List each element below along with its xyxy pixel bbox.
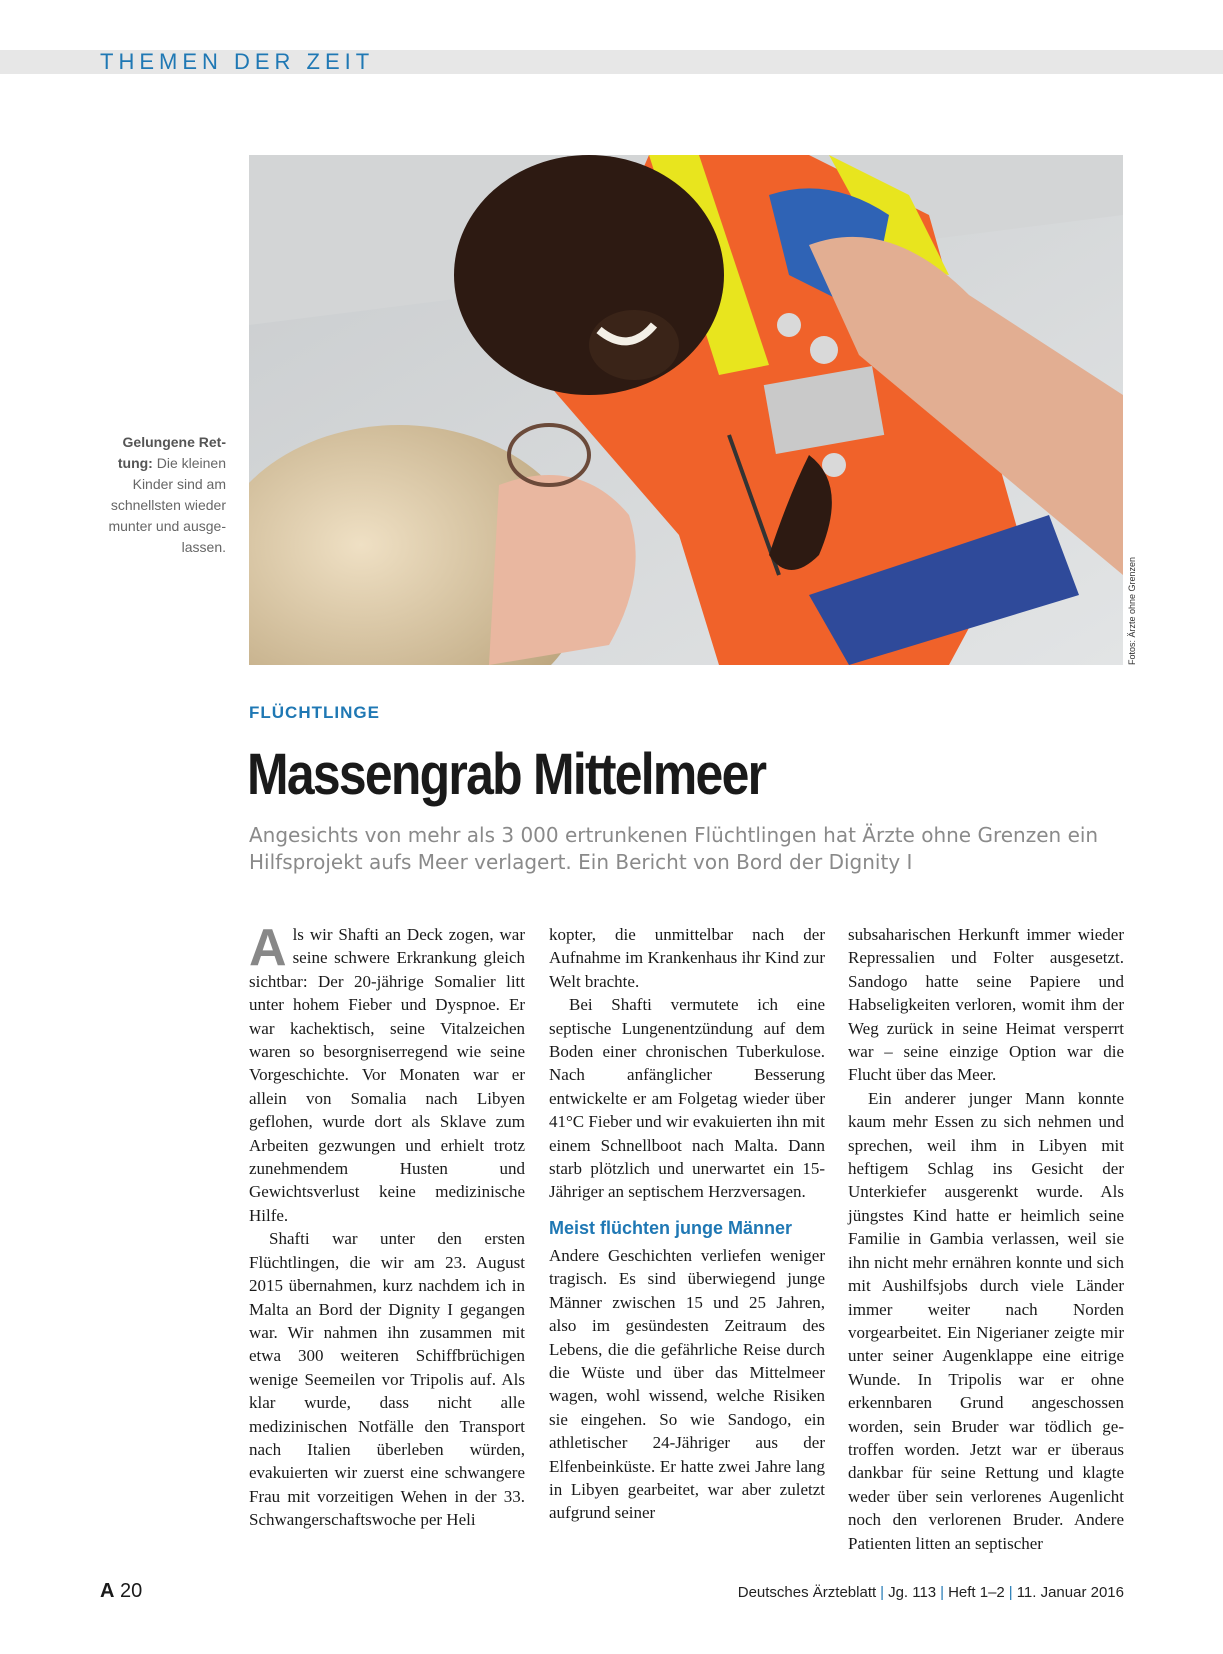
photo-illustration <box>249 155 1123 665</box>
article-deck: Angesichts von mehr als 3 000 ertrunkenen Flüchtlingen hat Ärzte ohne Grenzen ein Hilfsprojekt aufs Meer verlagert. Ein Bericht von Bord der Dignity I <box>249 823 1099 874</box>
caption-text: Die kleinen Kinder sind am schnellsten wieder munter und ausgelassen. <box>108 455 226 555</box>
section-label: THEMEN DER ZEIT <box>100 49 375 74</box>
page-number <box>100 1580 142 1603</box>
paragraph-text: ls wir Shafti an Deck zogen, war seine schwere Erkrankung gleich sichtbar: Der 20-jährige Somalier litt unter hohem Fieber und Dyspnoe. Er war kachektisch, seine Vitalzeichen waren so besorgniserregend wie seine Vorgeschichte. Vor Monaten war er allein von Somalia nach Libyen geflohen, wurde dort als Sklave zum Arbeiten gezwungen und erhielt trotz zunehmendem Husten und Gewichtsverlust keine medizinische Hilfe. <box>249 925 525 1225</box>
paragraph: Andere Geschichten verliefen weniger tragisch. Es sind überwiegend junge Männer zwischen 15 und 25 Jahren, also im gesündesten Zeitraum des Lebens, die die gefährliche Reise durch die Wüste und über das Mittelmeer wagen, wohl wissend, welche Risiken sie eingehen. So wie Sandogo, ein athletischer 24-Jähriger aus der Elfenbeinküste. Er hatte zwei Jahre lang in Libyen gearbeitet, war aber zuletzt aufgrund seiner <box>549 1245 825 1523</box>
text-column-1 <box>249 919 525 1532</box>
paragraph: subsaharischen Herkunft immer wieder Repressalien und Folter ausgesetzt. Sandogo hatte seine Papiere und Habseligkeiten verloren, womit ihm der Weg zurück in seine Heimat versperrt war – seine einzige Option war die Flucht über das Meer. <box>848 925 1124 1085</box>
paragraph: Ein anderer junger Mann konnte kaum mehr Essen zu sich nehmen und sprechen, weil ihm in Libyen mit heftigem Schlag ins Gesicht der Unterkiefer ausgerenkt wurde. Als jüngstes Kind hatte er heimlich seine Familie in Gambia verlassen, weil sie ihn nicht mehr ernähren konnte und sich mit Aushilfsjobs durch viele Länder immer weiter nach Norden vorgearbeitet. Ein Nigerianer zeigte mir unter seiner Augenklappe eine eitrige Wunde. In Tripolis war er ohne erkennbaren Grund angeschossen worden, sein Bruder war tödlich getroffen worden. Jetzt war er überaus dankbar für seine Rettung und klagte weder über sein verlorenes Augenlicht noch den verlorenen Bruder. Andere Patienten litten an septischer <box>848 1088 1124 1553</box>
text-column-2 <box>549 923 825 1525</box>
article-photo <box>249 155 1123 665</box>
subheading: Meist flüchten junge Männer <box>549 1217 793 1238</box>
paragraph: Bei Shafti vermutete ich eine septische Lungenentzündung auf dem Boden einer chronischen Tuberkulose. Nach anfänglicher Besserung entwickelte er am Folgetag wieder über 41°C Fieber und wir evakuierten ihn mit einem Schnellboot nach Malta. Dann starb plötzlich und unerwartet ein 15-Jähriger an septischem Herzversagen. <box>549 995 825 1202</box>
text-column-3 <box>848 923 1124 1555</box>
page-letter: A <box>100 1580 115 1602</box>
drop-cap: A <box>249 919 287 977</box>
journal-issue: Heft 1–2 <box>948 1584 1005 1601</box>
paragraph: kopter, die unmittelbar nach der Aufnahme im Krankenhaus ihr Kind zur Welt brachte. <box>549 925 825 991</box>
journal-name: Deutsches Ärzteblatt <box>737 1584 877 1601</box>
photo-caption <box>96 432 226 558</box>
paragraph: Shafti war unter den ersten Flüchtlingen, die wir am 23. August 2015 übernahmen, kurz nachdem ich in Malta an Bord der Dignity I gegangen war. Wir nahmen ihn zusammen mit etwa 300 weiteren Schiffbrüchigen wenige Seemeilen vor Tripolis auf. Als klar wurde, dass nicht alle medizinischen Notfälle den Transport nach Italien überleben würden, evakuierten wir zuerst eine schwangere Frau mit vorzeitigen Wehen in der 33. Schwangerschaftswoche per Heli <box>249 1229 525 1530</box>
article-title: Massengrab Mittelmeer <box>247 742 766 807</box>
article-kicker: FLÜCHTLINGE <box>249 703 380 722</box>
footer-citation: Deutsches Ärzteblatt | Jg. 113 | Heft 1–2 | 11. Januar 2016 <box>737 1584 1124 1601</box>
page-number-value: 20 <box>120 1580 143 1602</box>
journal-volume: Jg. 113 <box>888 1584 937 1601</box>
journal-date: 11. Januar 2016 <box>1016 1584 1124 1601</box>
paragraph <box>249 919 525 1227</box>
caption-lead: Gelungene Rettung: <box>117 434 226 471</box>
photo-credit: Fotos: Ärzte ohne Grenzen <box>1127 556 1137 665</box>
